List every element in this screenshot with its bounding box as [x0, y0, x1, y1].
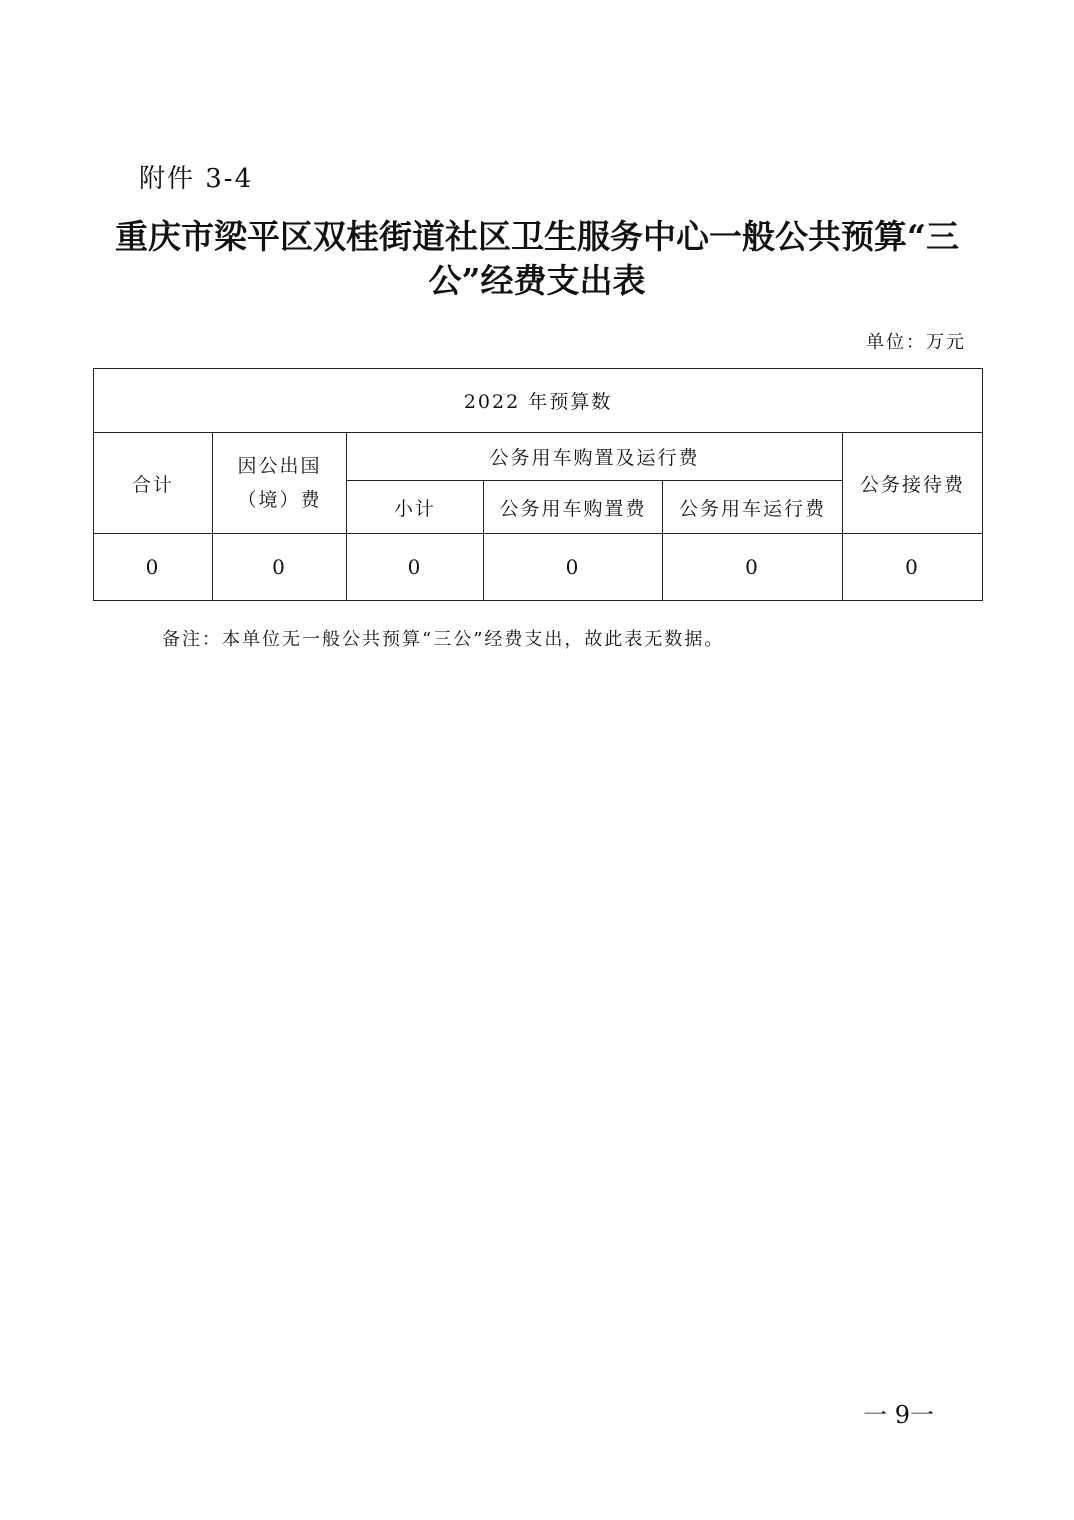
- budget-table: [93, 368, 983, 601]
- value-vehicle-purchase: 0: [484, 534, 663, 601]
- header-reception: 公务接待费: [843, 433, 983, 534]
- value-subtotal: 0: [347, 534, 484, 601]
- header-overseas-line2: （境）费: [237, 489, 322, 511]
- page-number: 一 9一: [863, 1401, 934, 1429]
- title-line-1: 重庆市梁平区双桂街道社区卫生服务中心一般公共预算“三: [115, 217, 959, 256]
- table-header-row-1: [94, 433, 983, 481]
- document-title: [110, 215, 964, 303]
- value-overseas: 0: [213, 534, 347, 601]
- value-reception: 0: [843, 534, 983, 601]
- header-overseas: [213, 433, 347, 534]
- year-header-cell: 2022 年预算数: [94, 369, 983, 433]
- header-total: 合计: [94, 433, 213, 534]
- header-vehicle-operation: 公务用车运行费: [663, 481, 843, 534]
- table-note: 备注：本单位无一般公共预算“三公”经费支出，故此表无数据。: [162, 629, 725, 650]
- title-line-2: 公”经费支出表: [428, 261, 646, 300]
- attachment-label: 附件 3-4: [139, 164, 254, 194]
- header-vehicle-group: 公务用车购置及运行费: [347, 433, 843, 481]
- table-row: [94, 534, 983, 601]
- table-header-row-year: [94, 369, 983, 433]
- value-vehicle-operation: 0: [663, 534, 843, 601]
- unit-label: 单位：万元: [866, 332, 966, 353]
- header-vehicle-purchase: 公务用车购置费: [484, 481, 663, 534]
- value-total: 0: [94, 534, 213, 601]
- header-subtotal: 小计: [347, 481, 484, 534]
- header-overseas-line1: 因公出国: [237, 455, 322, 477]
